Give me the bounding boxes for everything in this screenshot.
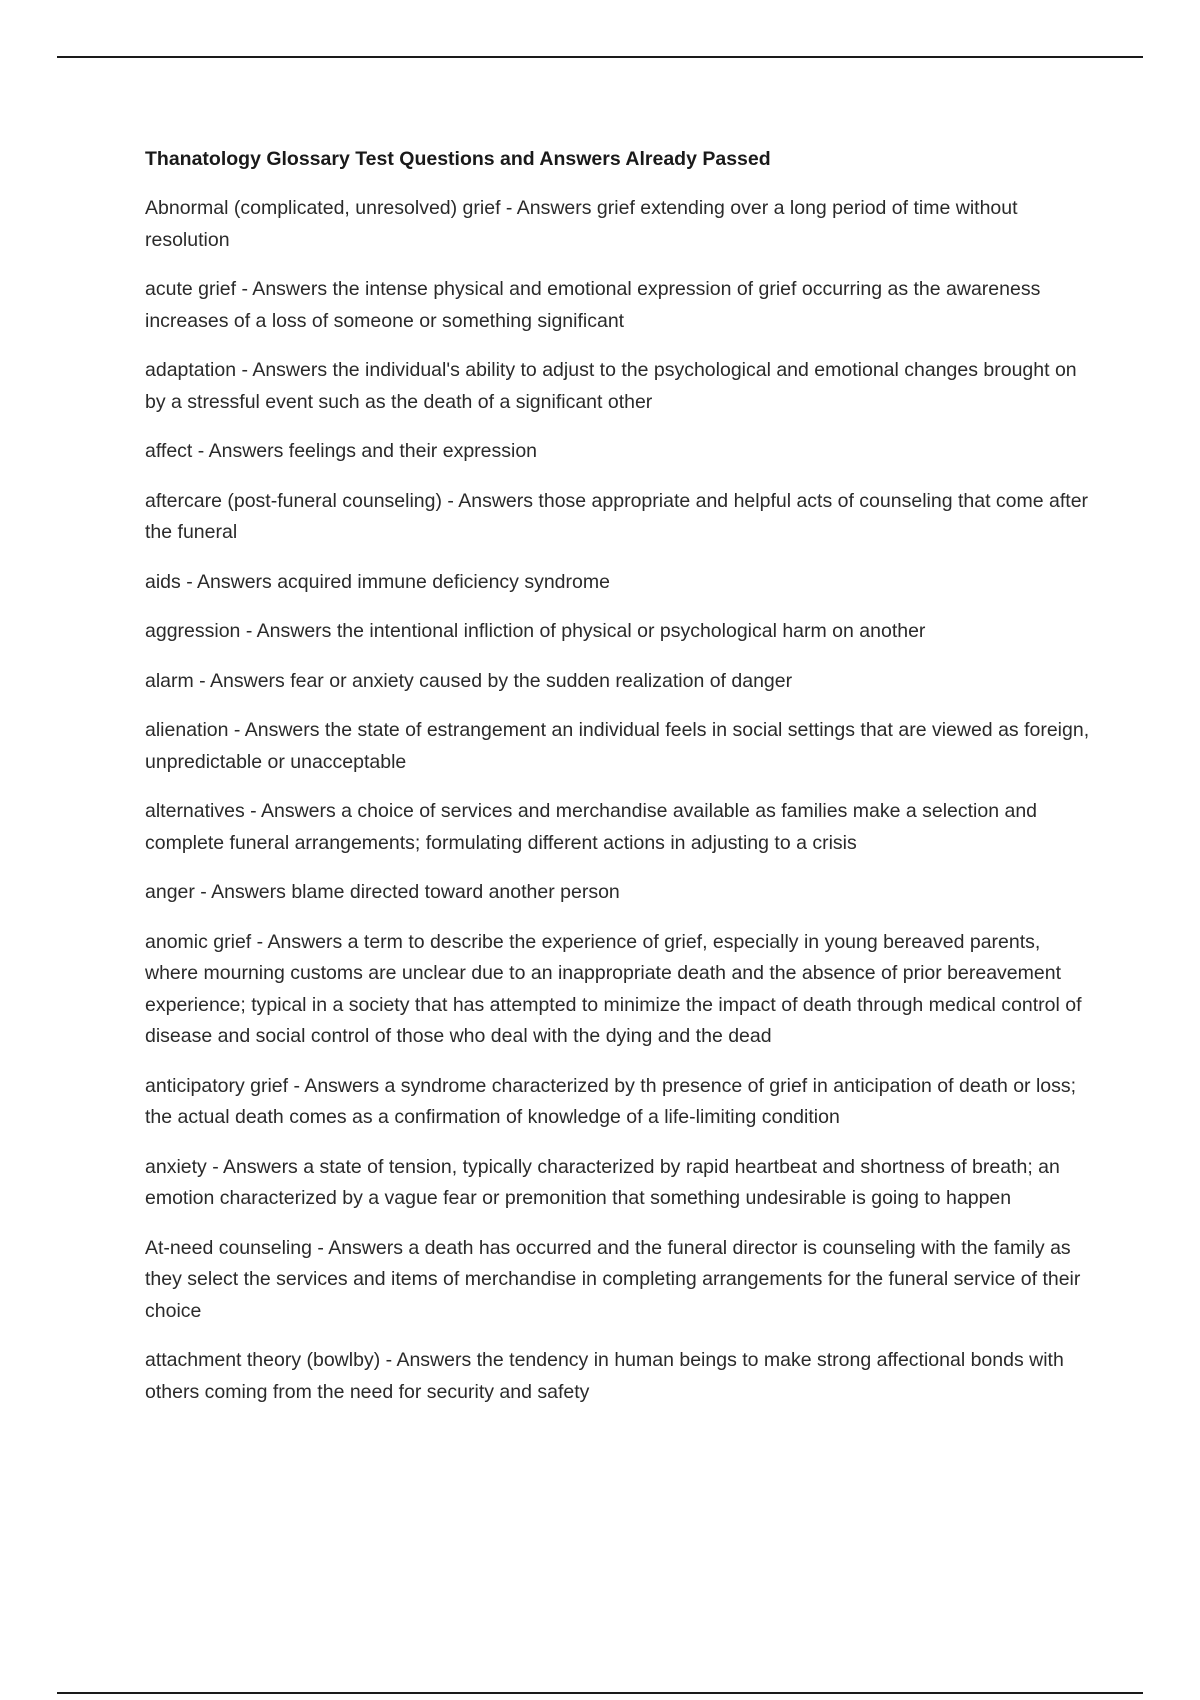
footer-rule (57, 1692, 1143, 1694)
glossary-entry: At-need counseling - Answers a death has occurred and the funeral director is counseling with the family as they select the services and items of merchandise in completing arrangements for the funeral service of their choice (145, 1236, 1081, 1322)
header-rule (57, 56, 1143, 58)
glossary-entry: aftercare (post-funeral counseling) - Answers those appropriate and helpful acts of counseling that come after the funeral (145, 489, 1089, 543)
glossary-entry: alienation - Answers the state of estrangement an individual feels in social settings that are viewed as foreign, unpredictable or unacceptable (145, 719, 1090, 773)
glossary-entry: alarm - Answers fear or anxiety caused by the sudden realization of danger (145, 669, 793, 692)
glossary-entry: anger - Answers blame directed toward another person (145, 881, 620, 903)
glossary-entry: anticipatory grief - Answers a syndrome characterized by th presence of grief in anticipation of death or loss; the actual death comes as a confirmation of knowledge of a life-limiting condition (145, 1074, 1077, 1128)
document-body (145, 144, 1095, 1426)
glossary-entry: anxiety - Answers a state of tension, typically characterized by rapid heartbeat and shortness of breath; an emotion characterized by a vague fear or premonition that something undesirable is going to happen (145, 1155, 1060, 1209)
glossary-list (145, 193, 1095, 1408)
glossary-entry: acute grief - Answers the intense physical and emotional expression of grief occurring as the awareness increases of a loss of someone or something significant (145, 278, 1041, 332)
glossary-entry: alternatives - Answers a choice of services and merchandise available as families make a selection and complete funeral arrangements; formulating different actions in adjusting to a crisis (145, 800, 1038, 854)
glossary-entry: affect - Answers feelings and their expression (145, 440, 538, 462)
glossary-entry: anomic grief - Answers a term to describe the experience of grief, especially in young bereaved parents, where mourning customs are unclear due to an inappropriate death and the absence of prior bereavement experience; typical in a society that has attempted to minimize the impact of death through medical control of disease and social control of those who deal with the dying and the dead (145, 930, 1082, 1047)
glossary-entry: aggression - Answers the intentional infliction of physical or psychological harm on another (145, 620, 926, 642)
glossary-entry: attachment theory (bowlby) - Answers the tendency in human beings to make strong affectional bonds with others coming from the need for security and safety (145, 1349, 1064, 1403)
glossary-entry: Abnormal (complicated, unresolved) grief - Answers grief extending over a long period of time without resolution (145, 197, 1018, 251)
glossary-entry: adaptation - Answers the individual's ability to adjust to the psychological and emotional changes brought on by a stressful event such as the death of a significant other (145, 359, 1077, 413)
glossary-entry: aids - Answers acquired immune deficiency syndrome (145, 570, 610, 593)
document-title: Thanatology Glossary Test Questions and Answers Already Passed (145, 148, 771, 170)
